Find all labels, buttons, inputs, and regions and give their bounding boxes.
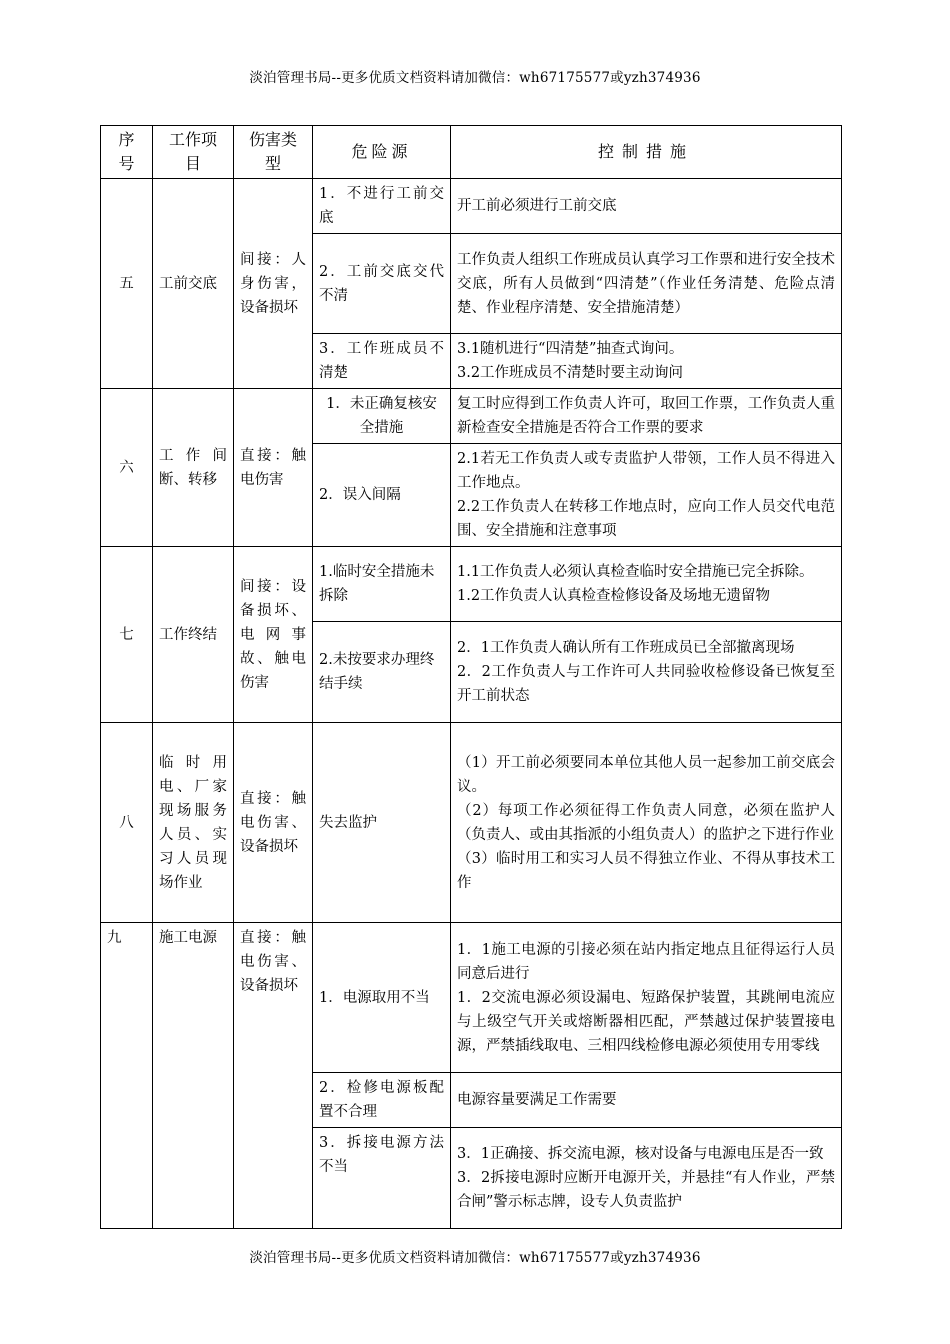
seq-cell: 五 (101, 179, 153, 389)
table-row (101, 723, 842, 923)
harm-cell: 间接：人身伤害，设备损坏 (234, 179, 313, 389)
control-line: 工作负责人组织工作班成员认真学习工作票和进行安全技术交底，所有人员做到“四清楚”（作业任务清楚、危险点清楚、作业程序清楚、安全措施清楚） (457, 251, 835, 316)
control-line: 1．2交流电源必须设漏电、短路保护装置，其跳闸电流应与上级空气开关或熔断器相匹配，严禁越过保护装置接电源，严禁插线取电、三相四线检修电源必须使用专用零线 (457, 989, 835, 1054)
item-cell: 工前交底 (153, 179, 234, 389)
item-cell: 临时用电、厂家现场服务人员、实习人员现场作业 (153, 723, 234, 923)
table-row (101, 547, 842, 622)
table-row (101, 389, 842, 444)
control-cell (451, 389, 842, 444)
control-cell (451, 622, 842, 723)
control-cell (451, 1073, 842, 1128)
hazard-control-table (100, 125, 842, 1229)
item-cell: 施工电源 (153, 923, 234, 1229)
control-line: 开工前必须进行工前交底 (457, 198, 617, 214)
control-line: 3.1随机进行“四清楚”抽查式询问。 (457, 341, 684, 357)
control-cell (451, 179, 842, 234)
control-cell (451, 547, 842, 622)
hazard-cell: 3．工作班成员不清楚 (313, 334, 451, 389)
col-header-seq: 序号 (101, 126, 153, 179)
page-header: 淡泊管理书局--更多优质文档资料请加微信：wh67175577或yzh374936 (249, 70, 701, 86)
control-line: 2.2工作负责人在转移工作地点时，应向工作人员交代电范围、安全措施和注意事项 (457, 499, 835, 539)
control-line: 2．1工作负责人确认所有工作班成员已全部撤离现场 (457, 640, 795, 656)
control-cell (451, 334, 842, 389)
control-line: 1.1工作负责人必须认真检查临时安全措施已完全拆除。 (457, 564, 814, 580)
harm-cell: 直接：触电伤害 (234, 389, 313, 547)
hazard-cell: 2.未按要求办理终结手续 (313, 622, 451, 723)
hazard-cell: 1.临时安全措施未拆除 (313, 547, 451, 622)
col-header-control: 控制措施 (451, 126, 842, 179)
control-line: 1．1施工电源的引接必须在站内指定地点且征得运行人员同意后进行 (457, 941, 835, 982)
control-line: （1）开工前必须要同本单位其他人员一起参加工前交底会议。 (457, 754, 835, 795)
control-line: 2．2工作负责人与工作许可人共同验收检修设备已恢复至开工前状态 (457, 664, 835, 704)
item-cell: 工作终结 (153, 547, 234, 723)
table-row (101, 923, 842, 1073)
control-line: 1.2工作负责人认真检查检修设备及场地无遗留物 (457, 588, 771, 604)
control-line: 复工时应得到工作负责人许可，取回工作票，工作负责人重新检查安全措施是否符合工作票的要求 (457, 396, 835, 436)
table-header-row (101, 126, 842, 179)
hazard-cell: 2．误入间隔 (313, 444, 451, 547)
seq-cell: 八 (101, 723, 153, 923)
control-cell (451, 1128, 842, 1229)
hazard-cell: 2．检修电源板配置不合理 (313, 1073, 451, 1128)
harm-cell: 直接：触电伤害、设备损坏 (234, 923, 313, 1229)
harm-cell: 间接：设备损坏、电网事故、触电伤害 (234, 547, 313, 723)
page-footer: 淡泊管理书局--更多优质文档资料请加微信：wh67175577或yzh374936 (249, 1250, 701, 1266)
control-line: 3．2拆接电源时应断开电源开关，并悬挂“有人作业，严禁合闸”警示标志牌，设专人负责监护 (457, 1170, 835, 1210)
col-header-item: 工作项目 (153, 126, 234, 179)
col-header-hazard: 危险源 (313, 126, 451, 179)
seq-cell: 七 (101, 547, 153, 723)
hazard-cell: 1．未正确复核安全措施 (313, 389, 451, 444)
hazard-cell: 3．拆接电源方法不当 (313, 1128, 451, 1229)
control-cell (451, 923, 842, 1073)
control-line: （2）每项工作必须征得工作负责人同意，必须在监护人（负责人、或由其指派的小组负责人）的监护之下进行作业 (457, 802, 835, 843)
control-line: （3）临时用工和实习人员不得独立作业、不得从事技术工作 (457, 850, 835, 891)
control-line: 3．1正确接、拆交流电源，核对设备与电源电压是否一致 (457, 1146, 824, 1162)
harm-cell: 直接：触电伤害、设备损坏 (234, 723, 313, 923)
hazard-cell: 1．电源取用不当 (313, 923, 451, 1073)
control-line: 电源容量要满足工作需要 (457, 1092, 617, 1108)
seq-cell: 六 (101, 389, 153, 547)
hazard-cell: 2．工前交底交代不清 (313, 234, 451, 334)
control-cell (451, 723, 842, 923)
control-cell (451, 234, 842, 334)
hazard-cell: 失去监护 (313, 723, 451, 923)
hazard-cell: 1．不进行工前交底 (313, 179, 451, 234)
control-line: 2.1若无工作负责人或专责监护人带领，工作人员不得进入工作地点。 (457, 451, 835, 491)
col-header-harm: 伤害类型 (234, 126, 313, 179)
control-line: 3.2工作班成员不清楚时要主动询问 (457, 365, 684, 381)
table-row (101, 179, 842, 234)
item-cell: 工作间断、转移 (153, 389, 234, 547)
seq-cell: 九 (101, 923, 153, 1229)
control-cell (451, 444, 842, 547)
